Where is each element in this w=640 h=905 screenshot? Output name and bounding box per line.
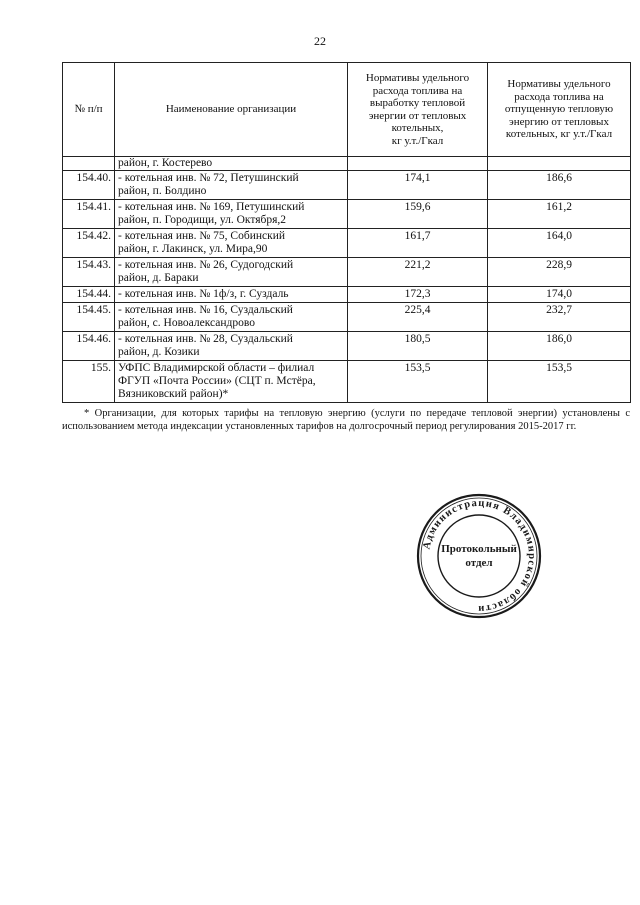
production-norm-value: 225,4 xyxy=(348,303,488,332)
table-row xyxy=(63,200,631,229)
supply-norm-value: 228,9 xyxy=(488,258,631,287)
header-supply-norm: Нормативы удельного расхода топлива на отпущенную тепловую энергию от тепловых котельных, кг у.т./Гкал xyxy=(488,63,631,157)
organization-name: - котельная инв. № 75, Собинский район, г. Лакинск, ул. Мира,90 xyxy=(115,229,348,258)
stamp-ring-text: Администрация Владимирской области xyxy=(421,497,538,615)
official-stamp xyxy=(415,492,543,620)
organization-name: - котельная инв. № 169, Петушинский район, п. Городищи, ул. Октября,2 xyxy=(115,200,348,229)
stamp-center-line-2: отдел xyxy=(465,557,493,569)
row-number: 155. xyxy=(63,361,115,403)
continuation-row xyxy=(63,157,631,171)
table-header-row xyxy=(63,63,631,157)
fuel-norms-table xyxy=(62,62,631,403)
supply-norm-value: 164,0 xyxy=(488,229,631,258)
table-row xyxy=(63,229,631,258)
page-number: 22 xyxy=(314,34,326,48)
row-number: 154.43. xyxy=(63,258,115,287)
header-number: № п/п xyxy=(63,63,115,157)
organization-name: - котельная инв. № 72, Петушинский район, п. Болдино xyxy=(115,171,348,200)
production-norm-value: 174,1 xyxy=(348,171,488,200)
continuation-text: район, г. Костерево xyxy=(115,157,348,171)
row-number: 154.41. xyxy=(63,200,115,229)
organization-name: УФПС Владимирской области – филиал ФГУП «Почта России» (СЦТ п. Мстёра, Вязниковский район)* xyxy=(115,361,348,403)
supply-norm-value: 232,7 xyxy=(488,303,631,332)
row-number: 154.44. xyxy=(63,287,115,303)
production-norm-value: 221,2 xyxy=(348,258,488,287)
table-row xyxy=(63,361,631,403)
table-row xyxy=(63,258,631,287)
production-norm-value: 159,6 xyxy=(348,200,488,229)
production-norm-value: 161,7 xyxy=(348,229,488,258)
row-number: 154.46. xyxy=(63,332,115,361)
supply-norm-value: 186,6 xyxy=(488,171,631,200)
supply-norm-value: 153,5 xyxy=(488,361,631,403)
header-production-norm: Нормативы удельного расхода топлива на выработку тепловой энергии от тепловых котельных, кг у.т./Гкал xyxy=(348,63,488,157)
organization-name: - котельная инв. № 28, Суздальский район, д. Козики xyxy=(115,332,348,361)
table-row xyxy=(63,171,631,200)
row-number: 154.42. xyxy=(63,229,115,258)
table-row xyxy=(63,332,631,361)
row-number: 154.40. xyxy=(63,171,115,200)
table-row xyxy=(63,303,631,332)
supply-norm-value: 174,0 xyxy=(488,287,631,303)
production-norm-value: 172,3 xyxy=(348,287,488,303)
stamp-center-line-1: Протокольный xyxy=(441,543,517,555)
supply-norm-value: 161,2 xyxy=(488,200,631,229)
organization-name: - котельная инв. № 16, Суздальский район, с. Новоалександрово xyxy=(115,303,348,332)
row-number: 154.45. xyxy=(63,303,115,332)
table-row xyxy=(63,287,631,303)
supply-norm-value: 186,0 xyxy=(488,332,631,361)
organization-name: - котельная инв. № 1ф/з, г. Суздаль xyxy=(115,287,348,303)
header-organization-name: Наименование организации xyxy=(115,63,348,157)
organization-name: - котельная инв. № 26, Судогодский район, д. Бараки xyxy=(115,258,348,287)
production-norm-value: 180,5 xyxy=(348,332,488,361)
footnote: * Организации, для которых тарифы на тепловую энергию (услуги по передаче тепловой энергии) установлены с использованием метода индексации установленных тарифов на долгосрочный период регулирования 2015-2017 гг. xyxy=(62,408,630,432)
production-norm-value: 153,5 xyxy=(348,361,488,403)
